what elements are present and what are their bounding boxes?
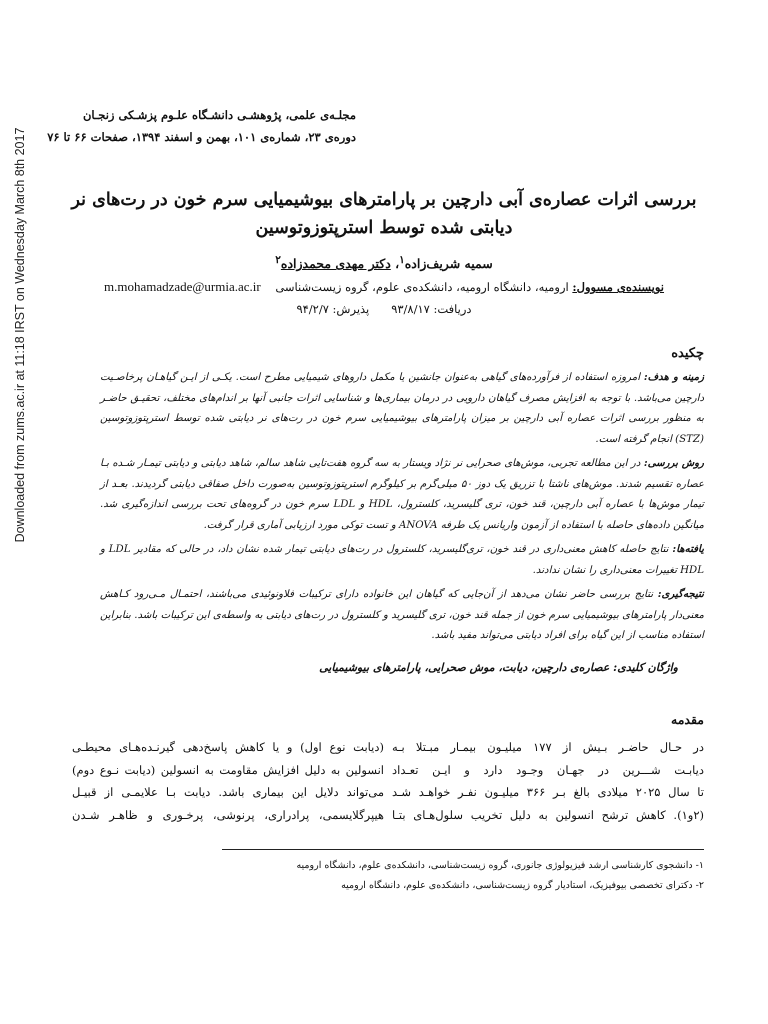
intro-line: می‌تواند دلایل این بیماری باشد. دیابت بـا علایمـی از قبیـل (72, 785, 384, 799)
keywords (100, 661, 678, 674)
intro-line: هیپرگلایسمی، پرادراری، پرنوشی، پرخـوری و ظاهـر شـدن (72, 807, 384, 822)
author-2: دکتر مهدی محمدزاده (280, 256, 391, 272)
submission-dates (60, 302, 708, 316)
journal-header (36, 104, 356, 148)
download-watermark-text: Downloaded from zums.ac.ir at 11:18 IRST on Wednesday March 8th 2017 (13, 127, 27, 543)
introduction-right-column (392, 736, 704, 826)
conclusion-label: نتیجه‌گیری: (657, 588, 704, 600)
keywords-text: عصاره‌ی دارچین، دیابت، موش صحرایی، پارامترهای بیوشیمیایی (319, 661, 610, 674)
footnote-1: ۱- دانشجوی کارشناسی ارشد فیزیولوژی جانوری، گروه زیست‌شناسی، دانشکده‌ی علوم، دانشگاه ارومیه (296, 860, 704, 871)
abstract-heading: چکیده (671, 346, 704, 361)
intro-line: در حـال حاضـر بـیش از ۱۷۷ میلیـون بیمـار مبـتلا بـه (392, 740, 704, 754)
footnotes (224, 856, 704, 896)
conclusion-text: نتایج بررسی حاضر نشان می‌دهد از آن‌جایی که گیاهان این خانواده دارای ترکیبات فلاونوئیدی می‌باشند، احتمـال مـی‌رود کـاهش معنی‌دار پارامترهای بیوشیمیایی سرم خون از جمله قند خون، تری گلیسرید و کلسترول در رت‌های دیابتی به واسطه‌ی این ترکیبات باشد. بنابراین استفاده مناسب از این گیاه برای افراد دیابتی می‌تواند مفید باشد. (100, 589, 704, 641)
author-list: سمیه شریف‌زاده$^۱$، دکتر مهدی محمدزاده$^۲$ (275, 254, 493, 272)
author-1: سمیه شریف‌زاده (404, 256, 493, 272)
abstract-conclusion (100, 584, 704, 647)
intro-line: (۲و۱). کاهش ترشح انسولین به دلیل تخریب سلول‌هـای بتـا (392, 807, 704, 822)
abstract-body (100, 367, 704, 650)
paper-title-line-2: دیابتی شده توسط استرپتوزوتوسین (255, 218, 513, 238)
footnote-2: ۲- دکترای تخصصی بیوفیزیک، استادیار گروه زیست‌شناسی، دانشکده‌ی علوم، دانشگاه ارومیه (341, 880, 704, 891)
background-text: امروزه استفاده از فرآورده‌های گیاهی به‌عنوان جانشین یا مکمل داروهای شیمیایی مطرح است. یکـی از ایـن گیاهـان پرخاصـیت دارچین می‌باشد. با توجه به افزایش مصرف گیاهان دارویی در درمان بیماری‌ها و شناسایی اثرات جانبی آنها بر اندام‌های مختلف، تحقیـق حاضـر به منظور بررسی اثرات عصاره آبی دارچین بر میزان پارامترهای بیوشیمیایی سرم خون در رت‌های نر دیابتی شده توسط استرپتوزوتوسین (STZ) انجام گرفته است. (100, 372, 704, 445)
journal-name: مجلـه‌ی علمی، پژوهشـی دانشـگاه علـوم پزشـکی زنجـان (82, 108, 356, 122)
author-1-affiliation-mark: ۱ (399, 254, 405, 266)
corresponding-affiliation: ارومیه، دانشگاه ارومیه، دانشکده‌ی علوم، گروه زیست‌شناسی (275, 280, 569, 294)
corresponding-email[interactable]: m.mohamadzade@urmia.ac.ir (103, 279, 261, 294)
paper-title-line-1: بررسی اثرات عصاره‌ی آبی دارچین بر پارامترهای بیوشیمیایی سرم خون در رت‌های نر (71, 190, 697, 210)
paper-title (60, 186, 708, 242)
abstract-results (100, 539, 704, 581)
corresponding-label: نویسنده‌ی مسوول: (572, 280, 665, 294)
intro-line: تا سال ۲۰۲۵ میلادی بالغ بـر ۳۶۶ میلیـون نفـر خواهـد شـد (392, 785, 704, 799)
intro-line: (دیابت نوع اول) و یا کاهش پاسخ‌دهی گیرنـده‌هـای محیطـی (72, 740, 384, 754)
background-label: زمینه و هدف: (643, 371, 704, 383)
received-date: دریافت: ۹۳/۸/۱۷ (391, 302, 472, 316)
results-text: نتایج حاصله کاهش معنی‌داری در قند خون، تری‌گلیسرید، کلسترول در رت‌های دیابتی تیمار شده نشان داد، در حالی که مقادیر LDL و HDL تغییرات معنی‌داری را نشان ندادند. (100, 544, 704, 576)
abstract-methods (100, 453, 704, 536)
accepted-date: پذیرش: ۹۴/۲/۷ (296, 302, 370, 316)
intro-line: دیابـت شـــرین در جهـان وجـود دارد و ایـن تعـداد (392, 762, 704, 777)
introduction-left-column (72, 736, 384, 826)
download-watermark (2, 0, 38, 1024)
author-2-affiliation-mark: ۲ (275, 254, 281, 266)
footnote-divider (222, 849, 704, 850)
abstract-background (100, 367, 704, 450)
methods-text: در این مطالعه تجربی، موش‌های صحرایی نر نژاد ویستار به سه گروه هفت‌تایی شاهد سالم، شاهد دیابتی و دیابتی تیمـار شـده بـا عصاره تقسیم شدند. موش‌های ناشتا با تزریق یک دوز ۵۰ میلی‌گرم بر کیلوگرم استرپتوزوتوسین به‌صورت داخل صفاقی دیابتی گردیدند. بعـد از تیمار موش‌ها با عصاره آبی دارچین، قند خون، تری گلیسرید، کلسترول، HDL و LDL سرم خون در گروه‌های تحت بررسی اندازه‌گیری شد. میانگین داده‌های حاصله با استفاده از آزمون واریانس یک طرفه ANOVA و تست توکی مورد ارزیابی آماری قرار گرفت. (100, 458, 705, 531)
journal-issue: دوره‌ی ۲۳، شماره‌ی ۱۰۱، بهمن و اسفند ۱۳۹۴، صفحات ۶۶ تا ۷۶ (47, 130, 356, 144)
introduction-heading: مقدمه (671, 712, 704, 727)
results-label: یافته‌ها: (672, 543, 704, 555)
intro-line: انسولین به دلیل افزایش مقاومت به انسولین (دیابت نـوع دوم) (72, 762, 384, 777)
corresponding-author (90, 279, 678, 295)
keywords-label: واژگان کلیدی: (613, 661, 678, 674)
methods-label: روش بررسی: (643, 457, 704, 469)
